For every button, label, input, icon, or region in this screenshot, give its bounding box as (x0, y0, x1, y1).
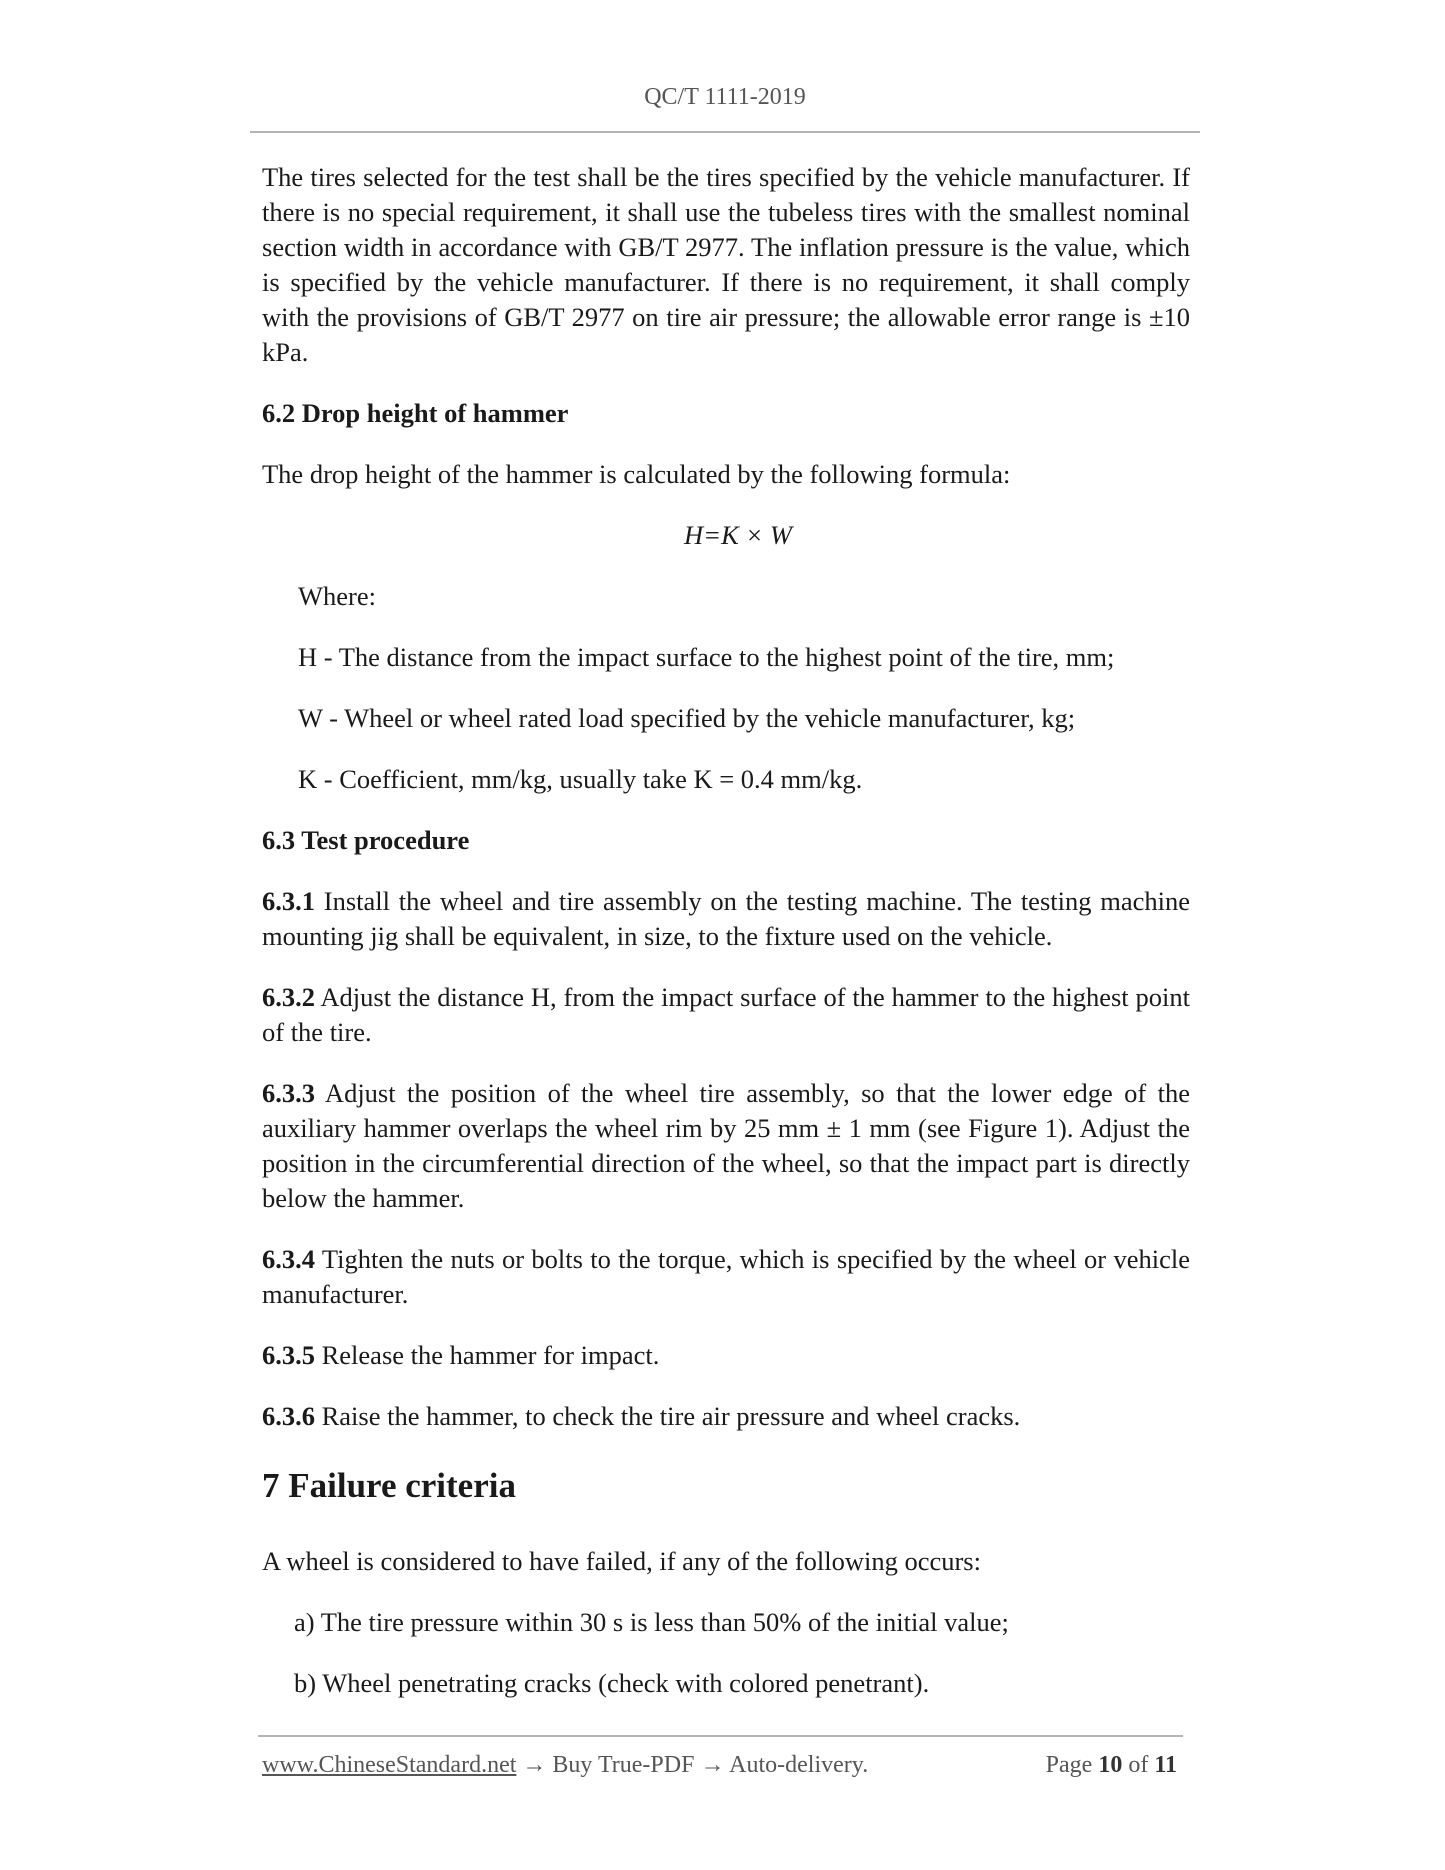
page-label: Page (1045, 1752, 1093, 1778)
where-label: Where: (298, 581, 376, 611)
site-link[interactable]: www.ChineseStandard.net (262, 1752, 517, 1778)
step-text: Release the hammer for impact. (315, 1340, 660, 1370)
step-text: Install the wheel and tire assembly on the testing machine. The testing machine mounting jig shall be equivalent, in size, to the fixture used on the vehicle. (262, 886, 1190, 951)
of-label: of (1128, 1752, 1149, 1778)
page-header: QC/T 1111-2019 (644, 84, 806, 110)
procedure-step (262, 884, 1190, 954)
procedure-step (262, 1076, 1190, 1216)
arrow-right-icon: → (700, 1752, 725, 1778)
header-divider (250, 131, 1200, 133)
procedure-step (262, 1338, 1190, 1373)
where-item: K - Coefficient, mm/kg, usually take K = 0.4 mm/kg. (298, 764, 863, 794)
section-heading-7: 7 Failure criteria (262, 1466, 516, 1505)
step-number: 6.3.4 (262, 1244, 315, 1274)
section-7-text: A wheel is considered to have failed, if any of the following occurs: (262, 1546, 981, 1576)
page-current: 10 (1098, 1752, 1123, 1778)
step-text: Tighten the nuts or bolts to the torque, which is specified by the wheel or vehicle manufacturer. (262, 1244, 1190, 1309)
section-heading-6-3: 6.3 Test procedure (262, 825, 470, 855)
step-number: 6.3.5 (262, 1340, 315, 1370)
footer-promo (262, 1752, 868, 1779)
where-item: W - Wheel or wheel rated load specified by the vehicle manufacturer, kg; (298, 703, 1076, 733)
section-heading-6-2: 6.2 Drop height of hammer (262, 398, 569, 428)
step-text: Raise the hammer, to check the tire air pressure and wheel cracks. (315, 1401, 1021, 1431)
page-number (1046, 1752, 1177, 1779)
page-content (262, 160, 1190, 1727)
step-number: 6.3.1 (262, 886, 315, 916)
buy-text: Buy True-PDF (552, 1752, 695, 1778)
intro-paragraph: The tires selected for the test shall be the tires specified by the vehicle manufacturer. If there is no special requirement, it shall use the tubeless tires with the smallest nominal section width in accordance with GB/T 2977. The inflation pressure is the value, which is specified by the vehicle manufacturer. If there is no requirement, it shall comply with the provisions of GB/T 2977 on tire air pressure; the allowable error range is ±10 kPa. (262, 162, 1190, 367)
procedure-step (262, 1399, 1190, 1434)
criteria-item: a) The tire pressure within 30 s is less than 50% of the initial value; (294, 1607, 1009, 1637)
delivery-text: Auto-delivery. (729, 1752, 869, 1778)
criteria-item: b) Wheel penetrating cracks (check with colored penetrant). (294, 1668, 930, 1698)
page-footer (262, 1752, 1182, 1786)
step-text: Adjust the distance H, from the impact surface of the hammer to the highest point of the tire. (262, 982, 1190, 1047)
step-number: 6.3.3 (262, 1078, 315, 1108)
page-total: 11 (1154, 1752, 1177, 1778)
formula: H=K × W (684, 520, 792, 550)
procedure-step (262, 980, 1190, 1050)
where-item: H - The distance from the impact surface to the highest point of the tire, mm; (298, 642, 1115, 672)
step-number: 6.3.6 (262, 1401, 315, 1431)
procedure-step (262, 1242, 1190, 1312)
section-6-2-text: The drop height of the hammer is calculated by the following formula: (262, 459, 1011, 489)
footer-divider (258, 1735, 1183, 1737)
arrow-right-icon: → (522, 1752, 547, 1778)
step-text: Adjust the position of the wheel tire assembly, so that the lower edge of the auxiliary hammer overlaps the wheel rim by 25 mm ± 1 mm (see Figure 1). Adjust the position in the circumferential direction of the wheel, so that the impact part is directly below the hammer. (262, 1078, 1190, 1213)
step-number: 6.3.2 (262, 982, 315, 1012)
